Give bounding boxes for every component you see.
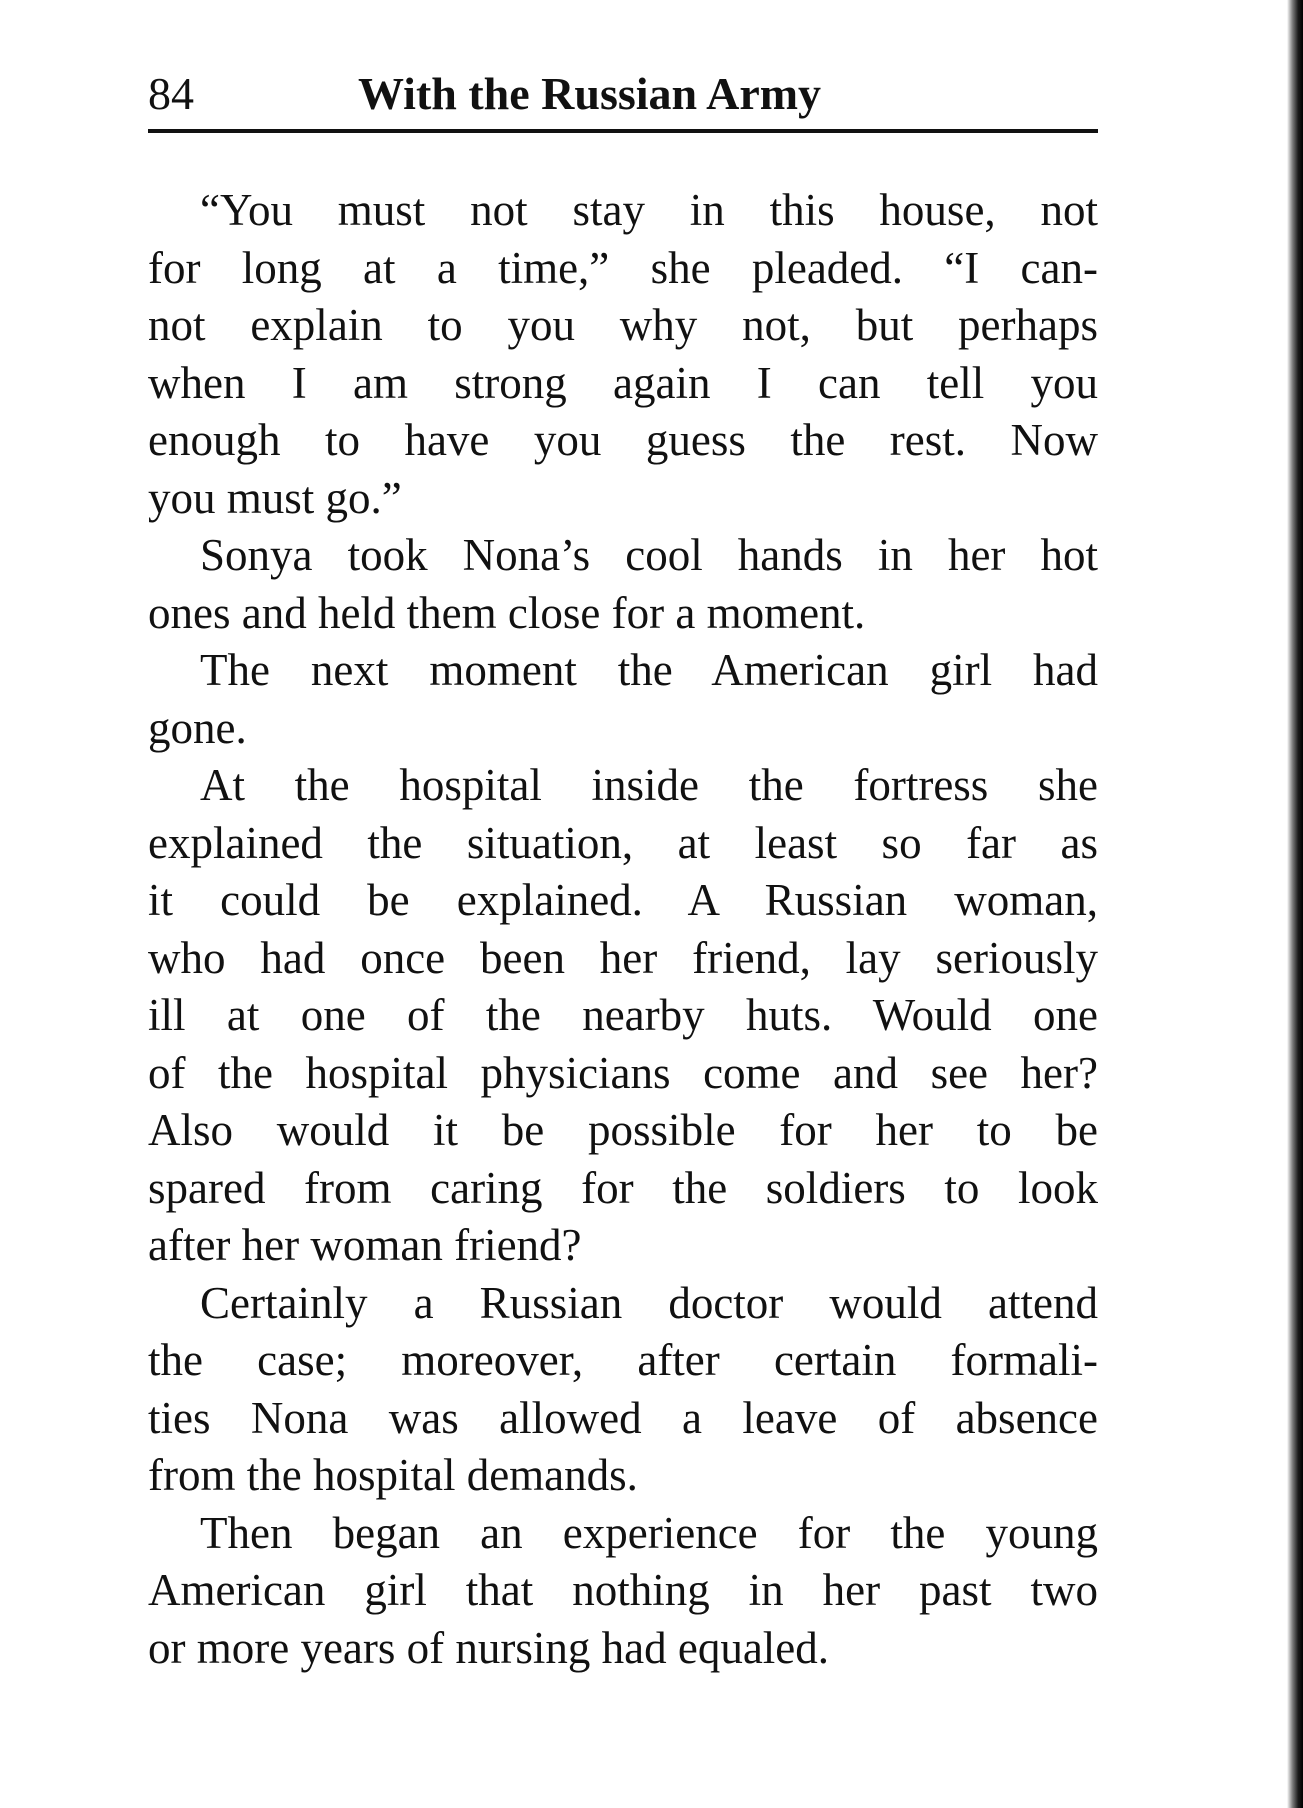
text-line: “You must not stay in this house, not xyxy=(200,185,1098,235)
page-header xyxy=(148,62,1098,126)
text-line: after her woman friend? xyxy=(148,1220,582,1270)
body-text xyxy=(148,182,1098,1677)
text-line: for long at a time,” she pleaded. “I can- xyxy=(148,242,1098,293)
text-line: spared from caring for the soldiers to look xyxy=(148,1162,1098,1213)
text-line: Also would it be possible for her to be xyxy=(148,1105,1098,1155)
text-line: or more years of nursing had equaled. xyxy=(148,1622,830,1673)
text-line: ones and held them close for a moment. xyxy=(148,587,866,638)
text-line: of the hospital physicians come and see her? xyxy=(148,1047,1098,1098)
text-line: not explain to you why not, but perhaps xyxy=(148,300,1098,350)
text-line: you must go.” xyxy=(148,472,402,523)
page-edge-shadow xyxy=(1287,0,1303,1808)
text-line: The next moment the American girl had xyxy=(200,645,1098,695)
text-line: American girl that nothing in her past two xyxy=(148,1565,1098,1615)
running-title: With the Russian Army xyxy=(358,68,822,119)
text-line: ties Nona was allowed a leave of absence xyxy=(148,1392,1098,1443)
text-line: At the hospital inside the fortress she xyxy=(200,760,1098,810)
text-line: gone. xyxy=(148,702,247,753)
header-rule xyxy=(148,129,1098,133)
text-line: Then began an experience for the young xyxy=(200,1507,1098,1558)
text-line: the case; moreover, after certain formali- xyxy=(148,1335,1098,1385)
text-line: who had once been her friend, lay seriously xyxy=(148,932,1098,983)
text-line: Sonya took Nona’s cool hands in her hot xyxy=(200,530,1098,580)
text-line: from the hospital demands. xyxy=(148,1450,638,1500)
text-line: ill at one of the nearby huts. Would one xyxy=(148,990,1098,1040)
text-line: when I am strong again I can tell you xyxy=(148,357,1098,408)
page-number: 84 xyxy=(148,68,194,119)
text-line: explained the situation, at least so far as xyxy=(148,817,1098,868)
text-line: enough to have you guess the rest. Now xyxy=(148,415,1098,465)
text-line: it could be explained. A Russian woman, xyxy=(148,875,1098,925)
text-line: Certainly a Russian doctor would attend xyxy=(200,1277,1098,1328)
